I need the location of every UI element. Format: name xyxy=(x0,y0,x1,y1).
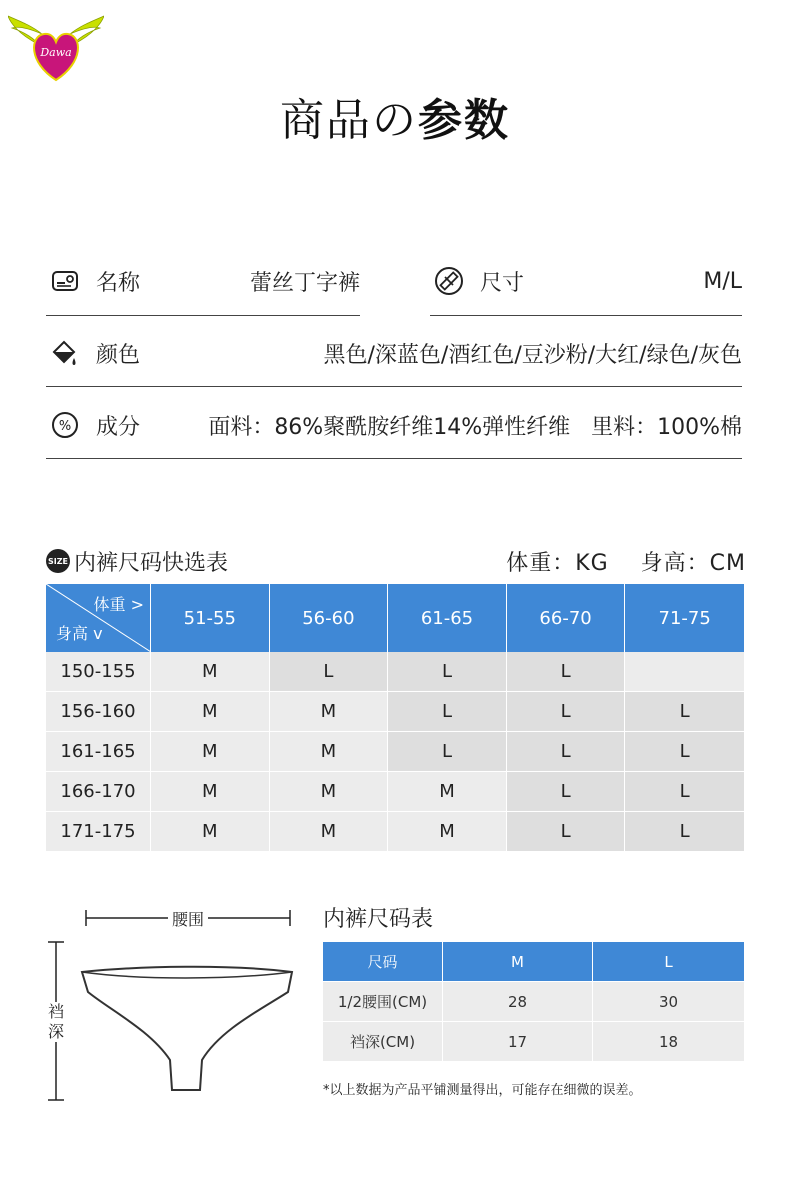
size-badge-icon: SIZE xyxy=(46,549,70,573)
param-composition-label: 成分 xyxy=(96,414,141,440)
param-name-row xyxy=(50,257,360,305)
param-size-row xyxy=(434,257,742,305)
svg-text:%: % xyxy=(58,419,72,434)
size-cell: L xyxy=(625,732,744,771)
param-color-row xyxy=(50,329,742,377)
size-cell: M xyxy=(270,732,389,771)
size-cell: L xyxy=(388,692,507,731)
size-cell: L xyxy=(270,652,389,691)
waist-label: 腰围 xyxy=(168,907,208,930)
size-cell: L xyxy=(507,772,626,811)
weight-col-header: 71-75 xyxy=(625,584,744,652)
size-cell: M xyxy=(388,812,507,851)
size-cell: L xyxy=(625,692,744,731)
param-color-label: 颜色 xyxy=(96,342,141,368)
height-row-header: 166-170 xyxy=(46,772,151,811)
divider xyxy=(46,458,742,459)
title-part2: 参数 xyxy=(418,95,510,146)
weight-col-header: 51-55 xyxy=(151,584,270,652)
param-name-value: 蕾丝丁字裤 xyxy=(249,270,360,296)
height-row-header: 171-175 xyxy=(46,812,151,851)
size-cell: L xyxy=(625,772,744,811)
size-table-title: 内裤尺码表 xyxy=(323,907,434,932)
table-row xyxy=(323,982,744,1022)
rise-label: 裆深 xyxy=(47,1002,64,1041)
quick-table-units: 体重：KG 身高：CM xyxy=(506,550,746,576)
param-size-value: M/L xyxy=(703,268,742,294)
table-row xyxy=(323,1022,744,1062)
panty-outline-icon xyxy=(40,900,310,1110)
param-composition-value: 面料：86%聚酰胺纤维14%弹性纤维 里料：100%棉 xyxy=(208,414,742,440)
divider xyxy=(46,386,742,387)
table-row xyxy=(46,652,744,692)
param-name-label: 名称 xyxy=(96,270,141,296)
param-color-value: 黑色/深蓝色/酒红色/豆沙粉/大红/绿色/灰色 xyxy=(323,342,742,368)
size-cell: L xyxy=(507,692,626,731)
quick-table-header xyxy=(46,544,746,578)
measure-value: 30 xyxy=(593,982,744,1022)
divider xyxy=(430,315,742,316)
measurement-note: *以上数据为产品平铺测量得出，可能存在细微的误差。 xyxy=(323,1083,642,1098)
size-cell xyxy=(625,652,744,691)
size-cell: L xyxy=(507,812,626,851)
divider xyxy=(46,315,360,316)
size-table-header: 尺码 xyxy=(323,942,443,982)
garment-diagram xyxy=(40,900,310,1110)
brand-logo xyxy=(8,14,104,86)
height-row-header: 150-155 xyxy=(46,652,151,691)
size-cell: M xyxy=(388,772,507,811)
ruler-icon xyxy=(434,266,464,296)
size-cell: M xyxy=(151,772,270,811)
logo-text: Dawa xyxy=(40,46,72,59)
percent-icon xyxy=(50,410,80,440)
size-cell: L xyxy=(388,652,507,691)
size-cell: L xyxy=(507,652,626,691)
size-cell: L xyxy=(388,732,507,771)
corner-height-label: 身高 v xyxy=(56,624,103,643)
table-row xyxy=(46,772,744,812)
size-cell: M xyxy=(151,812,270,851)
height-row-header: 156-160 xyxy=(46,692,151,731)
table-corner-cell xyxy=(46,584,151,652)
size-cell: M xyxy=(151,652,270,691)
table-row xyxy=(46,732,744,772)
weight-col-header: 66-70 xyxy=(507,584,626,652)
measure-label: 裆深(CM) xyxy=(323,1022,443,1062)
size-cell: M xyxy=(270,692,389,731)
param-composition-row xyxy=(50,401,742,449)
table-row xyxy=(46,812,744,852)
title-part1: 商品の xyxy=(280,95,418,146)
measure-value: 17 xyxy=(443,1022,593,1062)
size-cell: L xyxy=(507,732,626,771)
size-cell: M xyxy=(151,692,270,731)
id-card-icon xyxy=(50,266,80,296)
table-header-row xyxy=(46,584,744,652)
quick-size-table xyxy=(46,584,744,852)
size-cell: L xyxy=(625,812,744,851)
table-header-row xyxy=(323,942,744,982)
quick-table-title: 内裤尺码快选表 xyxy=(74,550,229,576)
measure-value: 28 xyxy=(443,982,593,1022)
measure-value: 18 xyxy=(593,1022,744,1062)
weight-col-header: 61-65 xyxy=(388,584,507,652)
corner-weight-label: 体重 > xyxy=(93,595,144,614)
size-cell: M xyxy=(270,772,389,811)
size-cell: M xyxy=(270,812,389,851)
param-size-label: 尺寸 xyxy=(480,270,525,296)
measure-label: 1/2腰围(CM) xyxy=(323,982,443,1022)
height-row-header: 161-165 xyxy=(46,732,151,771)
size-table-header: L xyxy=(593,942,744,982)
size-cell: M xyxy=(151,732,270,771)
size-table xyxy=(323,942,744,1062)
table-row xyxy=(46,692,744,732)
page-title xyxy=(0,84,790,148)
weight-col-header: 56-60 xyxy=(270,584,389,652)
paint-bucket-icon xyxy=(50,338,80,368)
size-table-header: M xyxy=(443,942,593,982)
